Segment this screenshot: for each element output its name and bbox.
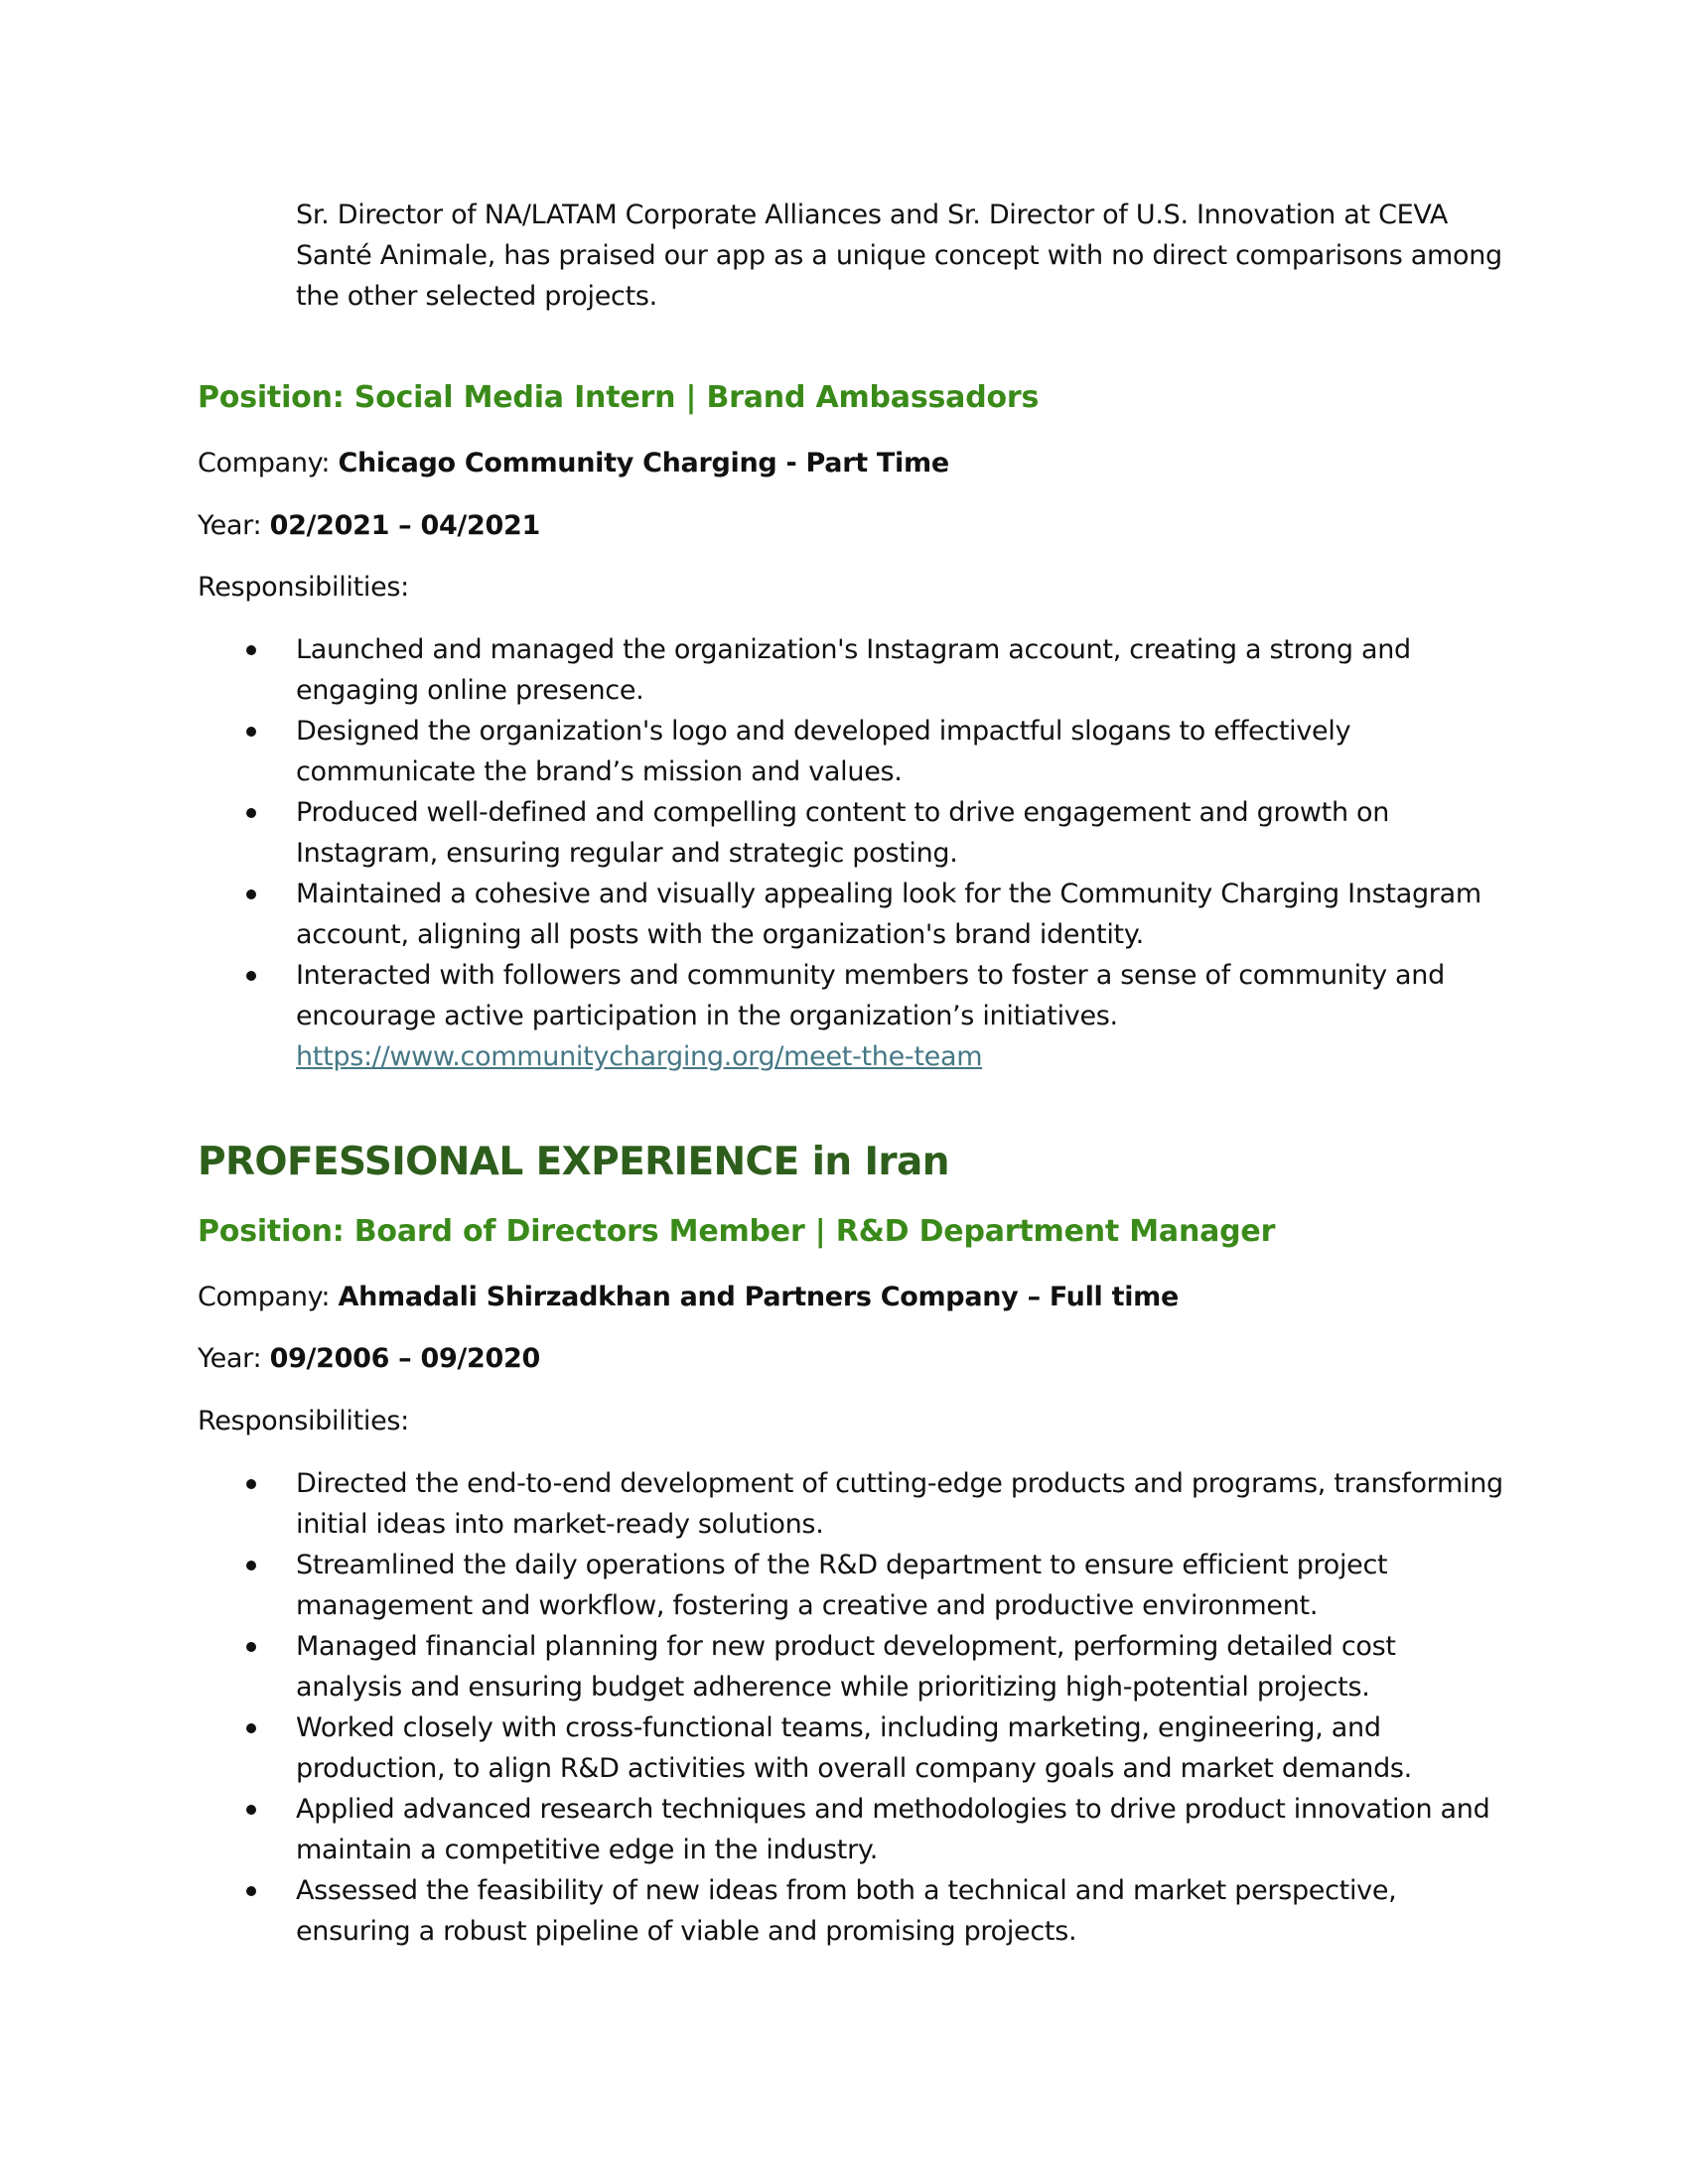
iran-position-title: Position: Board of Directors Member | R&D Department Manager [198, 1214, 1276, 1249]
us-year-value: 02/2021 – 04/2021 [269, 510, 540, 541]
list-item-line: account, aligning all posts with the organization's brand identity. [296, 919, 1144, 950]
list-item [0, 711, 1481, 792]
list-item-line: engaging online presence. [296, 675, 644, 706]
list-item [0, 1870, 1503, 1952]
bullet-icon [246, 645, 256, 655]
iran-year-label: Year: [198, 1343, 270, 1374]
list-item-line: communicate the brand’s mission and values. [296, 756, 903, 787]
list-item-line: initial ideas into market-ready solutions. [296, 1509, 824, 1540]
bullet-icon [246, 808, 256, 818]
list-item-line: Launched and managed the organization's Instagram account, creating a strong and [296, 634, 1411, 665]
list-item [0, 1463, 1503, 1545]
intro-line-3: the other selected projects. [296, 281, 657, 312]
list-item-line: Worked closely with cross-functional teams, including marketing, engineering, and [296, 1712, 1381, 1743]
us-company-line [198, 443, 949, 483]
us-company-label: Company: [198, 448, 339, 478]
list-item [0, 629, 1481, 711]
list-item-line: Maintained a cohesive and visually appealing look for the Community Charging Instagram [296, 879, 1481, 909]
list-item-line: Interacted with followers and community members to foster a sense of community and [296, 960, 1445, 991]
us-company-value: Chicago Community Charging - Part Time [338, 448, 949, 478]
us-year-line [198, 505, 540, 546]
list-item-line: Assessed the feasibility of new ideas from both a technical and market perspective, [296, 1875, 1397, 1906]
bullet-icon [246, 1805, 256, 1815]
iran-year-value: 09/2006 – 09/2020 [269, 1343, 540, 1374]
community-charging-link[interactable]: https://www.communitycharging.org/meet-the-team [296, 1041, 983, 1072]
list-item-line: Designed the organization's logo and developed impactful slogans to effectively [296, 716, 1351, 747]
bullet-icon [246, 1723, 256, 1733]
bullet-icon [246, 1561, 256, 1570]
list-item-line: encourage active participation in the organization’s initiatives. [296, 1001, 1118, 1031]
list-item [0, 1626, 1503, 1707]
bullet-icon [246, 1886, 256, 1896]
iran-company-line [198, 1277, 1179, 1317]
bullet-icon [246, 889, 256, 899]
us-year-label: Year: [198, 510, 270, 541]
us-responsibilities-list [0, 629, 1481, 1077]
list-item-line: analysis and ensuring budget adherence while prioritizing high-potential projects. [296, 1672, 1370, 1703]
bullet-icon [246, 727, 256, 737]
intro-line-2: Santé Animale, has praised our app as a unique concept with no direct comparisons among [296, 240, 1502, 271]
bullet-icon [246, 971, 256, 981]
list-item-line: production, to align R&D activities with overall company goals and market demands. [296, 1753, 1412, 1784]
iran-responsibilities-label: Responsibilities: [198, 1406, 409, 1436]
list-item [0, 1789, 1503, 1870]
bullet-icon [246, 1479, 256, 1489]
list-item-line: maintain a competitive edge in the industry. [296, 1835, 878, 1865]
list-item-line: Applied advanced research techniques and methodologies to drive product innovation and [296, 1794, 1490, 1825]
list-item-line: Directed the end-to-end development of cutting-edge products and programs, transforming [296, 1468, 1503, 1499]
list-item [0, 874, 1481, 955]
list-item-line: Streamlined the daily operations of the R&D department to ensure efficient project [296, 1550, 1388, 1580]
us-responsibilities-label: Responsibilities: [198, 572, 409, 603]
list-item-line: ensuring a robust pipeline of viable and promising projects. [296, 1916, 1077, 1947]
section-heading-iran: PROFESSIONAL EXPERIENCE in Iran [198, 1140, 949, 1184]
list-item-line: management and workflow, fostering a creative and productive environment. [296, 1590, 1319, 1621]
intro-line-1: Sr. Director of NA/LATAM Corporate Alliances and Sr. Director of U.S. Innovation at CEVA [296, 200, 1448, 230]
list-item [0, 1707, 1503, 1789]
list-item [0, 792, 1481, 874]
list-item [0, 1545, 1503, 1626]
bullet-icon [246, 1642, 256, 1652]
list-item-line: Instagram, ensuring regular and strategic posting. [296, 838, 958, 869]
iran-company-value: Ahmadali Shirzadkhan and Partners Company – Full time [338, 1282, 1180, 1312]
list-item-line: Produced well-defined and compelling content to drive engagement and growth on [296, 797, 1390, 828]
list-item-line: Managed financial planning for new product development, performing detailed cost [296, 1631, 1396, 1662]
intro-paragraph [296, 195, 1502, 317]
iran-company-label: Company: [198, 1282, 339, 1312]
iran-year-line [198, 1338, 540, 1379]
list-item [0, 955, 1481, 1077]
iran-responsibilities-list [0, 1463, 1503, 1952]
us-position-title: Position: Social Media Intern | Brand Ambassadors [198, 380, 1040, 415]
